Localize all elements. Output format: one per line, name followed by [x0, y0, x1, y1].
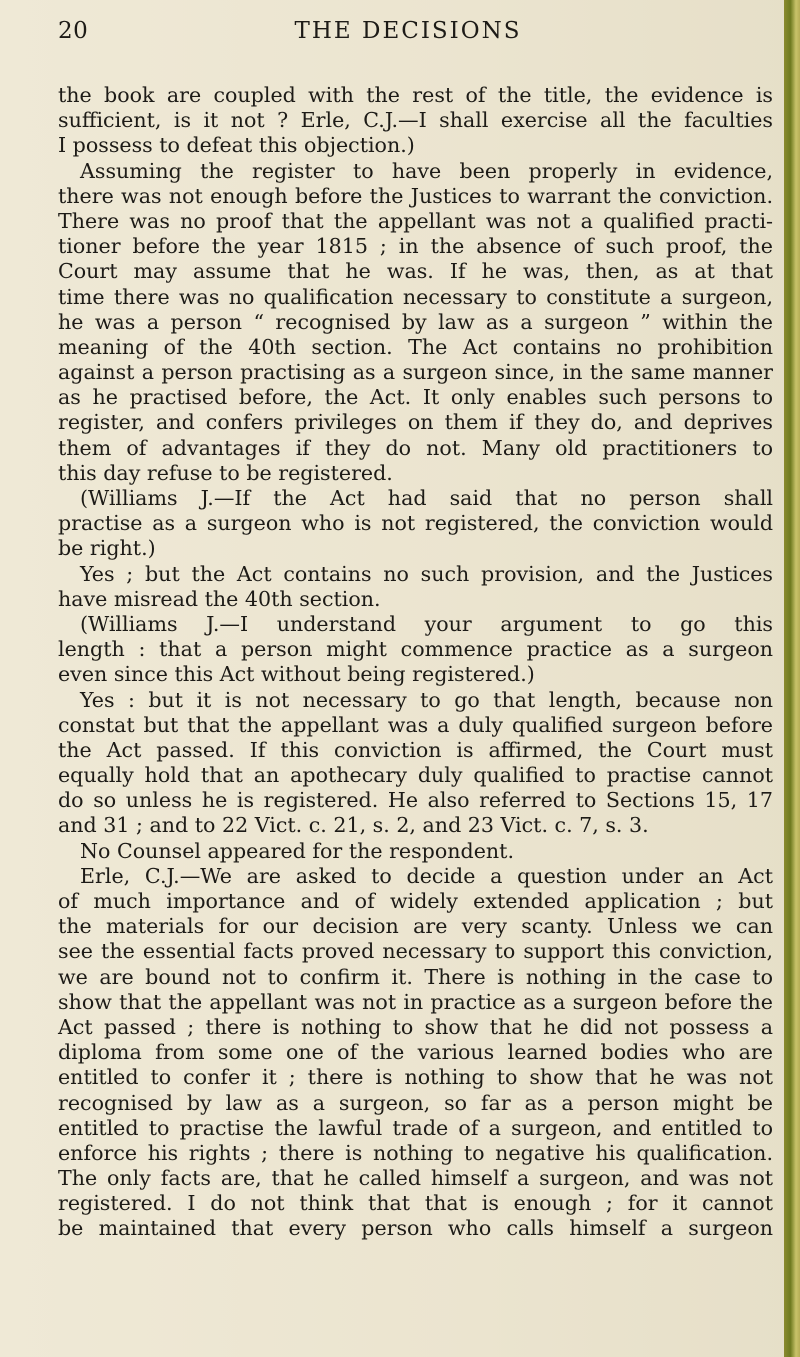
text-line: registered. I do not think that that is enough ; for it cannot: [58, 1191, 773, 1216]
text-line: No Counsel appeared for the respondent.: [80, 838, 514, 863]
text-line: be right.): [58, 536, 156, 561]
text-line: the materials for our decision are very scanty. Unless we can: [58, 914, 773, 939]
text-line: the book are coupled with the rest of the title, the evidence is: [58, 83, 773, 107]
text-line: sufficient, is it not ? Erle, C.J.—I shall exercise all the faculties: [58, 108, 773, 133]
running-head: [58, 16, 758, 56]
text-line: enforce his rights ; there is nothing to negative his qualification.: [58, 1140, 773, 1165]
body-text: [58, 83, 773, 1242]
text-line: diploma from some one of the various learned bodies who are: [58, 1040, 773, 1065]
text-line: entitled to practise the lawful trade of a surgeon, and entitled to: [58, 1115, 773, 1140]
text-line: them of advantages if they do not. Many old practitioners to: [58, 435, 773, 460]
page-edge: [784, 0, 800, 1357]
text-line: length : that a person might commence practice as a surgeon: [58, 637, 773, 662]
text-line: show that the appellant was not in practice as a surgeon before the: [58, 989, 773, 1014]
text-line: equally hold that an apothecary duly qualified to practise cannot: [58, 763, 773, 788]
text-line: even since this Act without being registered.): [58, 662, 535, 687]
text-line: (Williams J.—I understand your argument to go this: [80, 611, 773, 636]
text-line: he was a person “ recognised by law as a surgeon ” within the: [58, 309, 773, 334]
text-line: constat but that the appellant was a duly qualified surgeon before: [58, 712, 773, 737]
text-line: have misread the 40th section.: [58, 586, 381, 611]
page-number: 20: [58, 18, 89, 44]
text-line: There was no proof that the appellant was not a qualified practi-: [58, 208, 773, 233]
text-line: time there was no qualification necessary to constitute a surgeon,: [58, 284, 773, 309]
text-line: of much importance and of widely extended application ; but: [58, 889, 773, 913]
text-line: I possess to defeat this objection.): [58, 133, 415, 158]
text-line: Act passed ; there is nothing to show that he did not possess a: [58, 1014, 773, 1039]
text-line: and 31 ; and to 22 Vict. c. 21, s. 2, and 23 Vict. c. 7, s. 3.: [58, 813, 649, 838]
text-line: Yes : but it is not necessary to go that length, because non: [80, 687, 773, 712]
text-line: Assuming the register to have been properly in evidence,: [80, 158, 773, 183]
text-line: register, and confers privileges on them if they do, and deprives: [58, 410, 773, 435]
text-line: against a person practising as a surgeon since, in the same manner: [58, 360, 773, 385]
text-line: (Williams J.—If the Act had said that no person shall: [80, 486, 773, 510]
text-line: there was not enough before the Justices to warrant the conviction.: [58, 183, 773, 208]
text-line: tioner before the year 1815 ; in the absence of such proof, the: [58, 234, 773, 259]
text-line: do so unless he is registered. He also referred to Sections 15, 17: [58, 788, 773, 813]
text-line: The only facts are, that he called himself a surgeon, and was not: [58, 1166, 773, 1191]
text-line: Court may assume that he was. If he was, then, as at that: [58, 259, 773, 284]
text-line: be maintained that every person who calls himself a surgeon: [58, 1216, 773, 1241]
text-line: see the essential facts proved necessary to support this conviction,: [58, 939, 773, 964]
text-line: Erle, C.J.—We are asked to decide a question under an Act: [80, 863, 773, 888]
text-line: entitled to confer it ; there is nothing to show that he was not: [58, 1065, 773, 1090]
text-line: as he practised before, the Act. It only enables such persons to: [58, 385, 773, 410]
text-line: the Act passed. If this conviction is affirmed, the Court must: [58, 737, 773, 762]
text-line: we are bound not to confirm it. There is nothing in the case to: [58, 964, 773, 989]
text-line: recognised by law as a surgeon, so far as a person might be: [58, 1090, 773, 1115]
text-line: meaning of the 40th section. The Act contains no prohibition: [58, 334, 773, 359]
text-line: this day refuse to be registered.: [58, 460, 393, 485]
text-line: Yes ; but the Act contains no such provision, and the Justices: [80, 561, 773, 586]
running-title: THE DECISIONS: [294, 18, 522, 44]
text-line: practise as a surgeon who is not registered, the conviction would: [58, 511, 773, 536]
